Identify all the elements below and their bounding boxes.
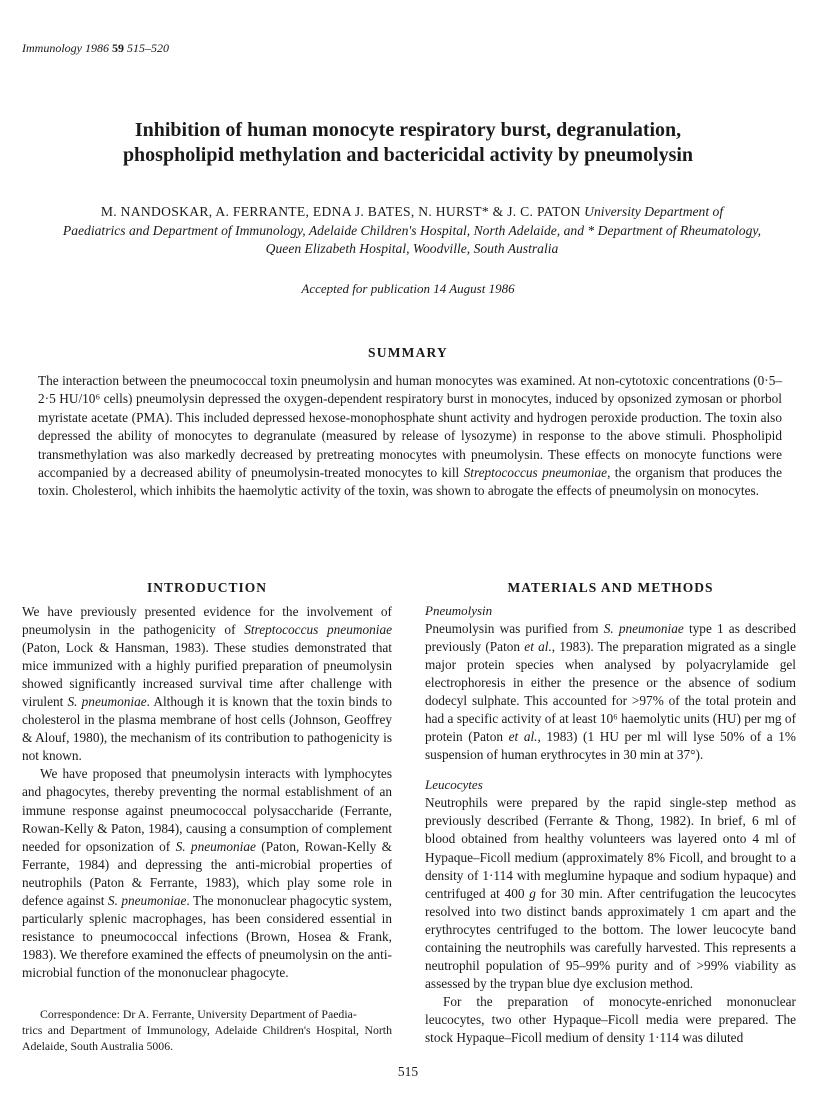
methods-p1-text-a: Pneumolysin was purified from (425, 621, 604, 636)
methods-body (425, 602, 796, 1047)
title-line-1: Inhibition of human monocyte respiratory burst, degranulation, (134, 119, 682, 141)
journal-volume: 59 (112, 41, 124, 55)
methods-paragraph-3: For the preparation of monocyte-enriched mononuclear leucocytes, two other Hypaque–Ficoll media were prepared. The stock Hypaque–Ficoll medium of density 1·114 was diluted (425, 993, 796, 1045)
accepted-date: Accepted for publication 14 August 1986 (301, 281, 515, 296)
intro-p1-text-a: We have previously presented evidence for the involvement of pneumolysin in the pathogenicity of (22, 604, 392, 638)
summary-body-end: , the organism that produces the toxin. Cholesterol, which inhibits the haemolytic activity of the toxin, was shown to abrogate the effects of pneumolysin on monocytes. (38, 465, 782, 499)
journal-pages: 515–520 (127, 41, 169, 55)
subheading-leucocytes: Leucocytes (425, 777, 483, 793)
introduction-heading: INTRODUCTION (146, 580, 267, 595)
summary-text (38, 372, 782, 501)
author-names: M. NANDOSKAR, A. FERRANTE, EDNA J. BATES, N. HURST* & J. C. PATON (100, 204, 581, 219)
summary-heading: SUMMARY (368, 345, 448, 360)
author-block (40, 203, 784, 259)
methods-p2-text-b: for 30 min. After centrifugation the leucocytes resolved into two distinct bands approximately 1 cm apart and the erythrocytes centrifuged to the bottom. The lower leucocyte band containing the neutrophils was carefully harvested. This represents a neutrophil population of 95–99% purity and of >99% viability as assessed by the trypan blue dye exclusion method. (425, 885, 797, 991)
introduction-body (22, 603, 392, 982)
page-number: 515 (397, 1064, 419, 1079)
intro-p2-text-c: . The mononuclear phagocytic system, particularly splenic macrophages, has been considered essential in resistance to pneumococcal infections (Brown, Hosea & Frank, 1983). We therefore examined the effects of pneumolysin on the anti-microbial function of the mononuclear phagocyte. (22, 892, 392, 980)
intro-p1-text-b: (Paton, Lock & Hansman, 1983). These studies demonstrated that mice immunized with a highly purified preparation of pneumolysin showed significantly increased survival time after challenge with virulent (22, 640, 392, 710)
correspondence-rest: trics and Department of Immunology, Adelaide Children's Hospital, North Adelaide, South Australia 5006. (22, 1023, 392, 1053)
article-title (60, 118, 756, 168)
correspondence-line-1: Correspondence: Dr A. Ferrante, University Department of Paedia- (40, 1007, 357, 1021)
intro-p1-species: Streptococcus pneumoniae (244, 622, 392, 638)
journal-year: 1986 (85, 41, 109, 55)
subheading-pneumolysin: Pneumolysin (425, 603, 493, 618)
methods-p1-text-c: , 1983). The preparation migrated as a single major protein species when analysed by polyacrylamide gel electrophoresis in either the presence or the absence of sodium dodecyl sulphate. This accounted for >97% of the total protein and had a specific activity of at least 10⁶ haemolytic units (HU) per mg of protein (Paton (425, 639, 797, 745)
journal-citation (22, 41, 169, 56)
methods-paragraph-2 (425, 794, 796, 993)
intro-paragraph-1 (22, 603, 392, 765)
methods-p1-etal: et al. (524, 639, 552, 655)
summary-species: Streptococcus pneumoniae (463, 465, 608, 481)
intro-p1-text-c: . Although it is known that the toxin binds to cholesterol in the plasma membrane of host cells (Johnson, Geoffrey & Alouf, 1980), the mechanism of its contribution to pathogenicity is not known. (22, 694, 392, 764)
methods-p1-text-b: type 1 as described previously (Paton (425, 621, 796, 655)
methods-p1-species: S. pneumoniae (603, 621, 684, 636)
intro-p1-species-2: S. pneumoniae (67, 694, 147, 710)
methods-paragraph-1 (425, 620, 796, 764)
affiliation-part-2: Paediatrics and Department of Immunology, Adelaide Children's Hospital, North Adelaide, and * Department of Rheumatology, (62, 222, 762, 238)
methods-p2-g: g (529, 885, 536, 901)
affiliation-part-1: University Department of (584, 204, 724, 219)
affiliation-part-3: Queen Elizabeth Hospital, Woodville, South Australia (265, 241, 559, 256)
correspondence-footnote (22, 1006, 392, 1054)
journal-name: Immunology (22, 41, 82, 55)
intro-p2-species-2: S. pneumoniae (107, 892, 187, 908)
summary-body: The interaction between the pneumococcal toxin pneumolysin and human monocytes was examined. At non-cytotoxic concentrations (0·5–2·5 HU/10⁶ cells) pneumolysin depressed the oxygen-dependent respiratory burst in monocytes, induced by opsonized zymosan or phorbol myristate acetate (PMA). This included depressed hexose-monophosphate shunt activity and hydrogen peroxide production. The toxin also depressed the ability of monocytes to degranulate (measured by release of lysozyme) in response to the above stimuli. Phospholipid transmethylation was also markedly decreased by pretreating monocytes with pneumolysin. These effects on monocyte functions were accompanied by a decreased ability of pneumolysin-treated monocytes to kill (38, 373, 782, 481)
intro-p2-text-a: We have proposed that pneumolysin interacts with lymphocytes and phagocytes, thereby preventing the normal establishment of an immune response against pneumococcal polysaccharide (Ferrante, Rowan-Kelly & Paton, 1984), causing a consumption of complement needed for opsonization of (22, 766, 392, 854)
intro-p2-text-b: (Paton, Rowan-Kelly & Ferrante, 1984) and depressing the anti-microbial properties of neutrophils (Paton & Ferrante, 1983), which play some role in defence against (22, 838, 392, 908)
intro-p2-species: S. pneumoniae (175, 838, 256, 854)
methods-p1-etal-2: et al. (508, 729, 538, 745)
methods-p2-text-a: Neutrophils were prepared by the rapid single-step method as previously described (Ferrante & Thong, 1982). In brief, 6 ml of blood obtained from healthy volunteers was layered onto 4 ml of Hypaque–Ficoll medium (approximately 8% Ficoll, and brought to a density of 1·114 with meglumine hypaque and sodium hypaque) and centrifuged at 400 (425, 795, 796, 901)
title-line-2: phospholipid methylation and bactericidal activity by pneumolysin (122, 144, 694, 166)
methods-heading: MATERIALS AND METHODS (507, 580, 714, 595)
methods-p1-text-d: , 1983) (1 HU per ml will lyse 50% of a 1% suspension of human erythrocytes in 30 min at 37°). (425, 729, 797, 763)
intro-paragraph-2 (22, 765, 392, 982)
